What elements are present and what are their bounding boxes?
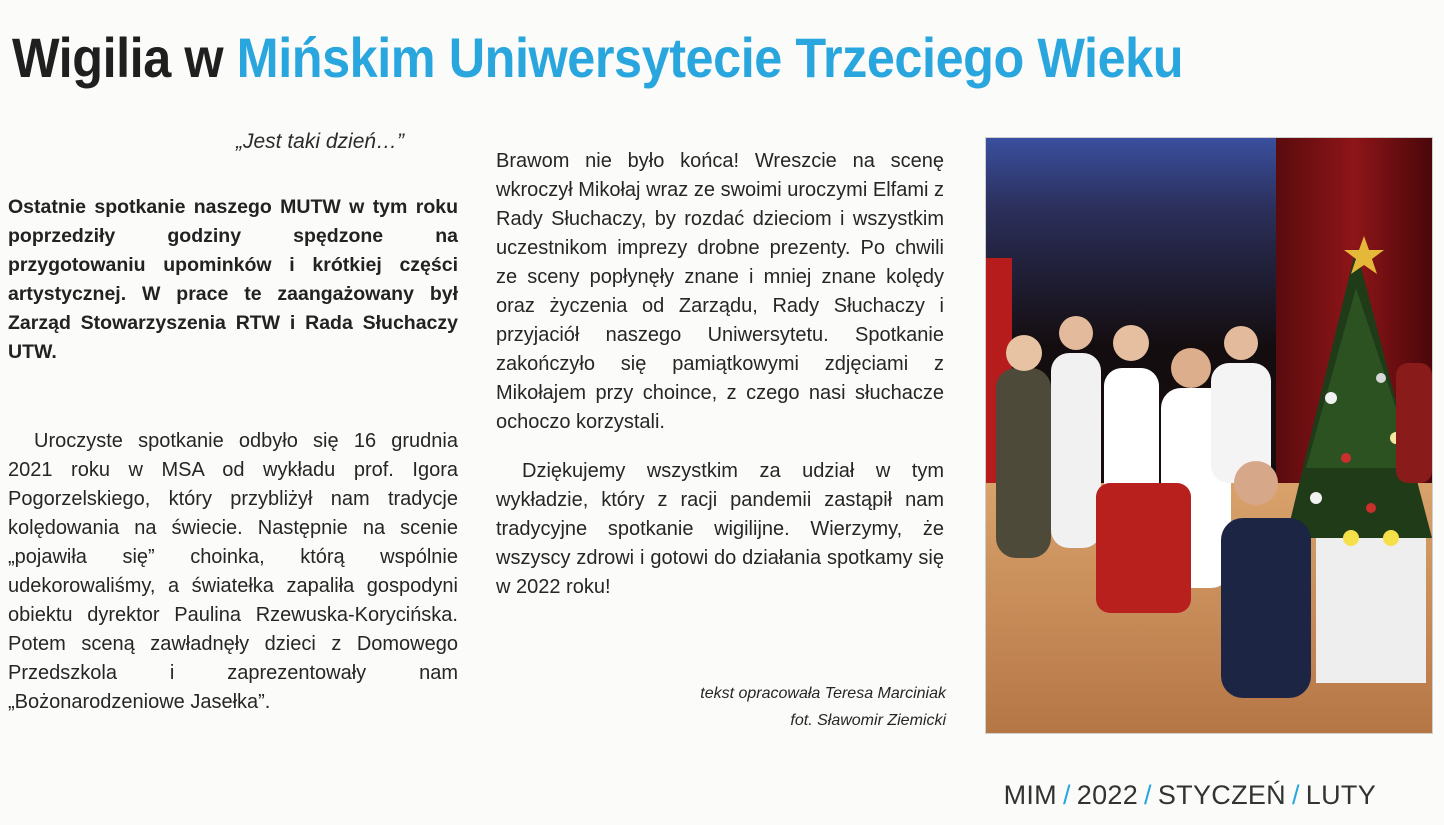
- article-column-left: [8, 407, 458, 737]
- paragraph-2: Brawom nie było końca! Wreszcie na scenę wkroczył Mikołaj wraz ze swoimi uroczymi Elfami z Rady Słuchaczy, by rozdać dzieciom i wszystkim uczestnikom imprezy drobne prezenty. Po chwili ze sceny popłynęły znane i mniej znane kolędy oraz życzenia od Zarządu, Rady Słuchaczy i przyjaciół naszego Uniwersytetu. Spotkanie zakończyło się pamiątkowymi zdjęciami z Mikołajem przy choince, z czego nasi słuchacze ochoczo korzystali.: [496, 150, 944, 433]
- paragraph-3: Dziękujemy wszystkim za udział w tym wykładzie, który z racji pandemii zastąpił nam tradycyjne spotkanie wigilijne. Wierzymy, że wszyscy zdrowi i gotowi do działania spotkamy się w 2022 roku!: [496, 460, 944, 598]
- page-footer: [1004, 780, 1376, 811]
- footer-month-1: STYCZEŃ: [1157, 780, 1286, 810]
- footer-year: 2022: [1076, 780, 1139, 810]
- footer-month-2: LUTY: [1305, 780, 1376, 810]
- article-photo: [985, 137, 1433, 734]
- credits: [600, 680, 946, 734]
- footer-separator: /: [1144, 780, 1152, 810]
- paragraph-1: Uroczyste spotkanie odbyło się 16 grudnia 2021 roku w MSA od wykładu prof. Igora Pogorzelskiego, który przybliżył nam tradycje kolędowania na świecie. Następnie na scenie „pojawiła się” choinka, którą wspólnie udekorowaliśmy, a światełka zapaliła gospodyni obiektu dyrektor Paulina Rzewuska-Korycińska. Potem sceną zawładnęły dzieci z Domowego Przedszkola i zaprezentowały nam „Bożonarodzeniowe Jasełka”.: [8, 430, 458, 713]
- photo-credit: fot. Sławomir Ziemicki: [790, 712, 946, 729]
- article-headline: [12, 20, 1294, 96]
- headline-part-dark: Wigilia w: [12, 26, 237, 89]
- article-lead: Ostatnie spotkanie naszego MUTW w tym roku poprzedziły godziny spędzone na przygotowaniu upominków i krótkiej części artystycznej. W prace te zaangażowany był Zarząd Stowarzyszenia RTW i Rada Słuchaczy UTW.: [8, 196, 458, 363]
- photo-illustration: [986, 138, 1432, 733]
- text-credit: tekst opracowała Teresa Marciniak: [700, 685, 946, 702]
- headline-part-blue: Mińskim Uniwersytecie Trzeciego Wieku: [236, 26, 1184, 89]
- footer-separator: /: [1062, 780, 1071, 810]
- article-column-middle: [496, 127, 944, 622]
- footer-magazine: MIM: [1003, 780, 1057, 810]
- footer-separator: /: [1291, 780, 1300, 810]
- article-quote: „Jest taki dzień…”: [236, 130, 405, 153]
